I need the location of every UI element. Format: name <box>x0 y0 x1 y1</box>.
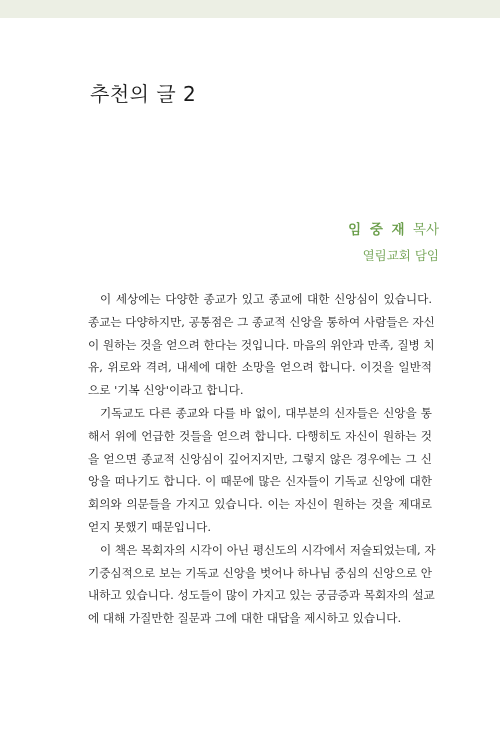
author-role: 목사 <box>412 222 439 238</box>
text-line: 이 세상에는 다양한 종교가 있고 종교에 대한 신앙심이 있습니다. <box>100 292 432 306</box>
text-line: 종교는 다양하지만, 공통점은 그 종교적 신앙을 통하여 사람들은 자신 <box>88 314 435 329</box>
text-line: 이 원하는 것을 얻으려 한다는 것입니다. 마음의 위안과 만족, 질병 치 <box>88 337 435 352</box>
text-line: 기독교도 다른 종교와 다를 바 없이, 대부분의 신자들은 신앙을 통 <box>100 405 432 420</box>
text-line: 해서 위에 언급한 것들을 얻으려 합니다. 다행히도 자신이 원하는 것 <box>88 428 432 443</box>
author-name: 임 중 재 <box>348 222 407 238</box>
body-text <box>88 288 436 630</box>
text-line: 으로 '기복 신앙'이라고 합니다. <box>88 383 244 398</box>
author-byline <box>348 220 439 266</box>
text-line: 에 대해 가질만한 질문과 그에 대한 대답을 제시하고 있습니다. <box>88 611 402 626</box>
text-line: 앙을 떠나기도 합니다. 이 때문에 많은 신자들이 기독교 신앙에 대한 <box>88 474 432 489</box>
author-church: 열림교회 담임 <box>362 248 439 263</box>
text-line: 회의와 의문들을 가지고 있습니다. 이는 자신이 원하는 것을 제대로 <box>88 497 432 512</box>
paragraph-3 <box>88 539 436 630</box>
text-line: 얻지 못했기 때문입니다. <box>88 519 212 534</box>
text-line: 기중심적으로 보는 기독교 신앙을 벗어나 하나님 중심의 신앙으로 안 <box>88 565 432 580</box>
text-line: 을 얻으면 종교적 신앙심이 깊어지지만, 그렇지 않은 경우에는 그 신 <box>88 451 432 466</box>
page-title: 추천의 글 2 <box>90 82 197 106</box>
text-line: 이 책은 목회자의 시각이 아닌 평신도의 시각에서 저술되었는데, 자 <box>100 542 436 557</box>
author-name-line <box>348 220 439 240</box>
paragraph-1 <box>88 288 435 402</box>
paragraph-2 <box>88 402 432 539</box>
text-line: 유, 위로와 격려, 내세에 대한 소망을 얻으려 합니다. 이것을 일반적 <box>88 360 432 375</box>
top-decorative-band <box>0 0 500 18</box>
text-line: 내하고 있습니다. 성도들이 많이 가지고 있는 궁금증과 목회자의 설교 <box>88 588 435 603</box>
